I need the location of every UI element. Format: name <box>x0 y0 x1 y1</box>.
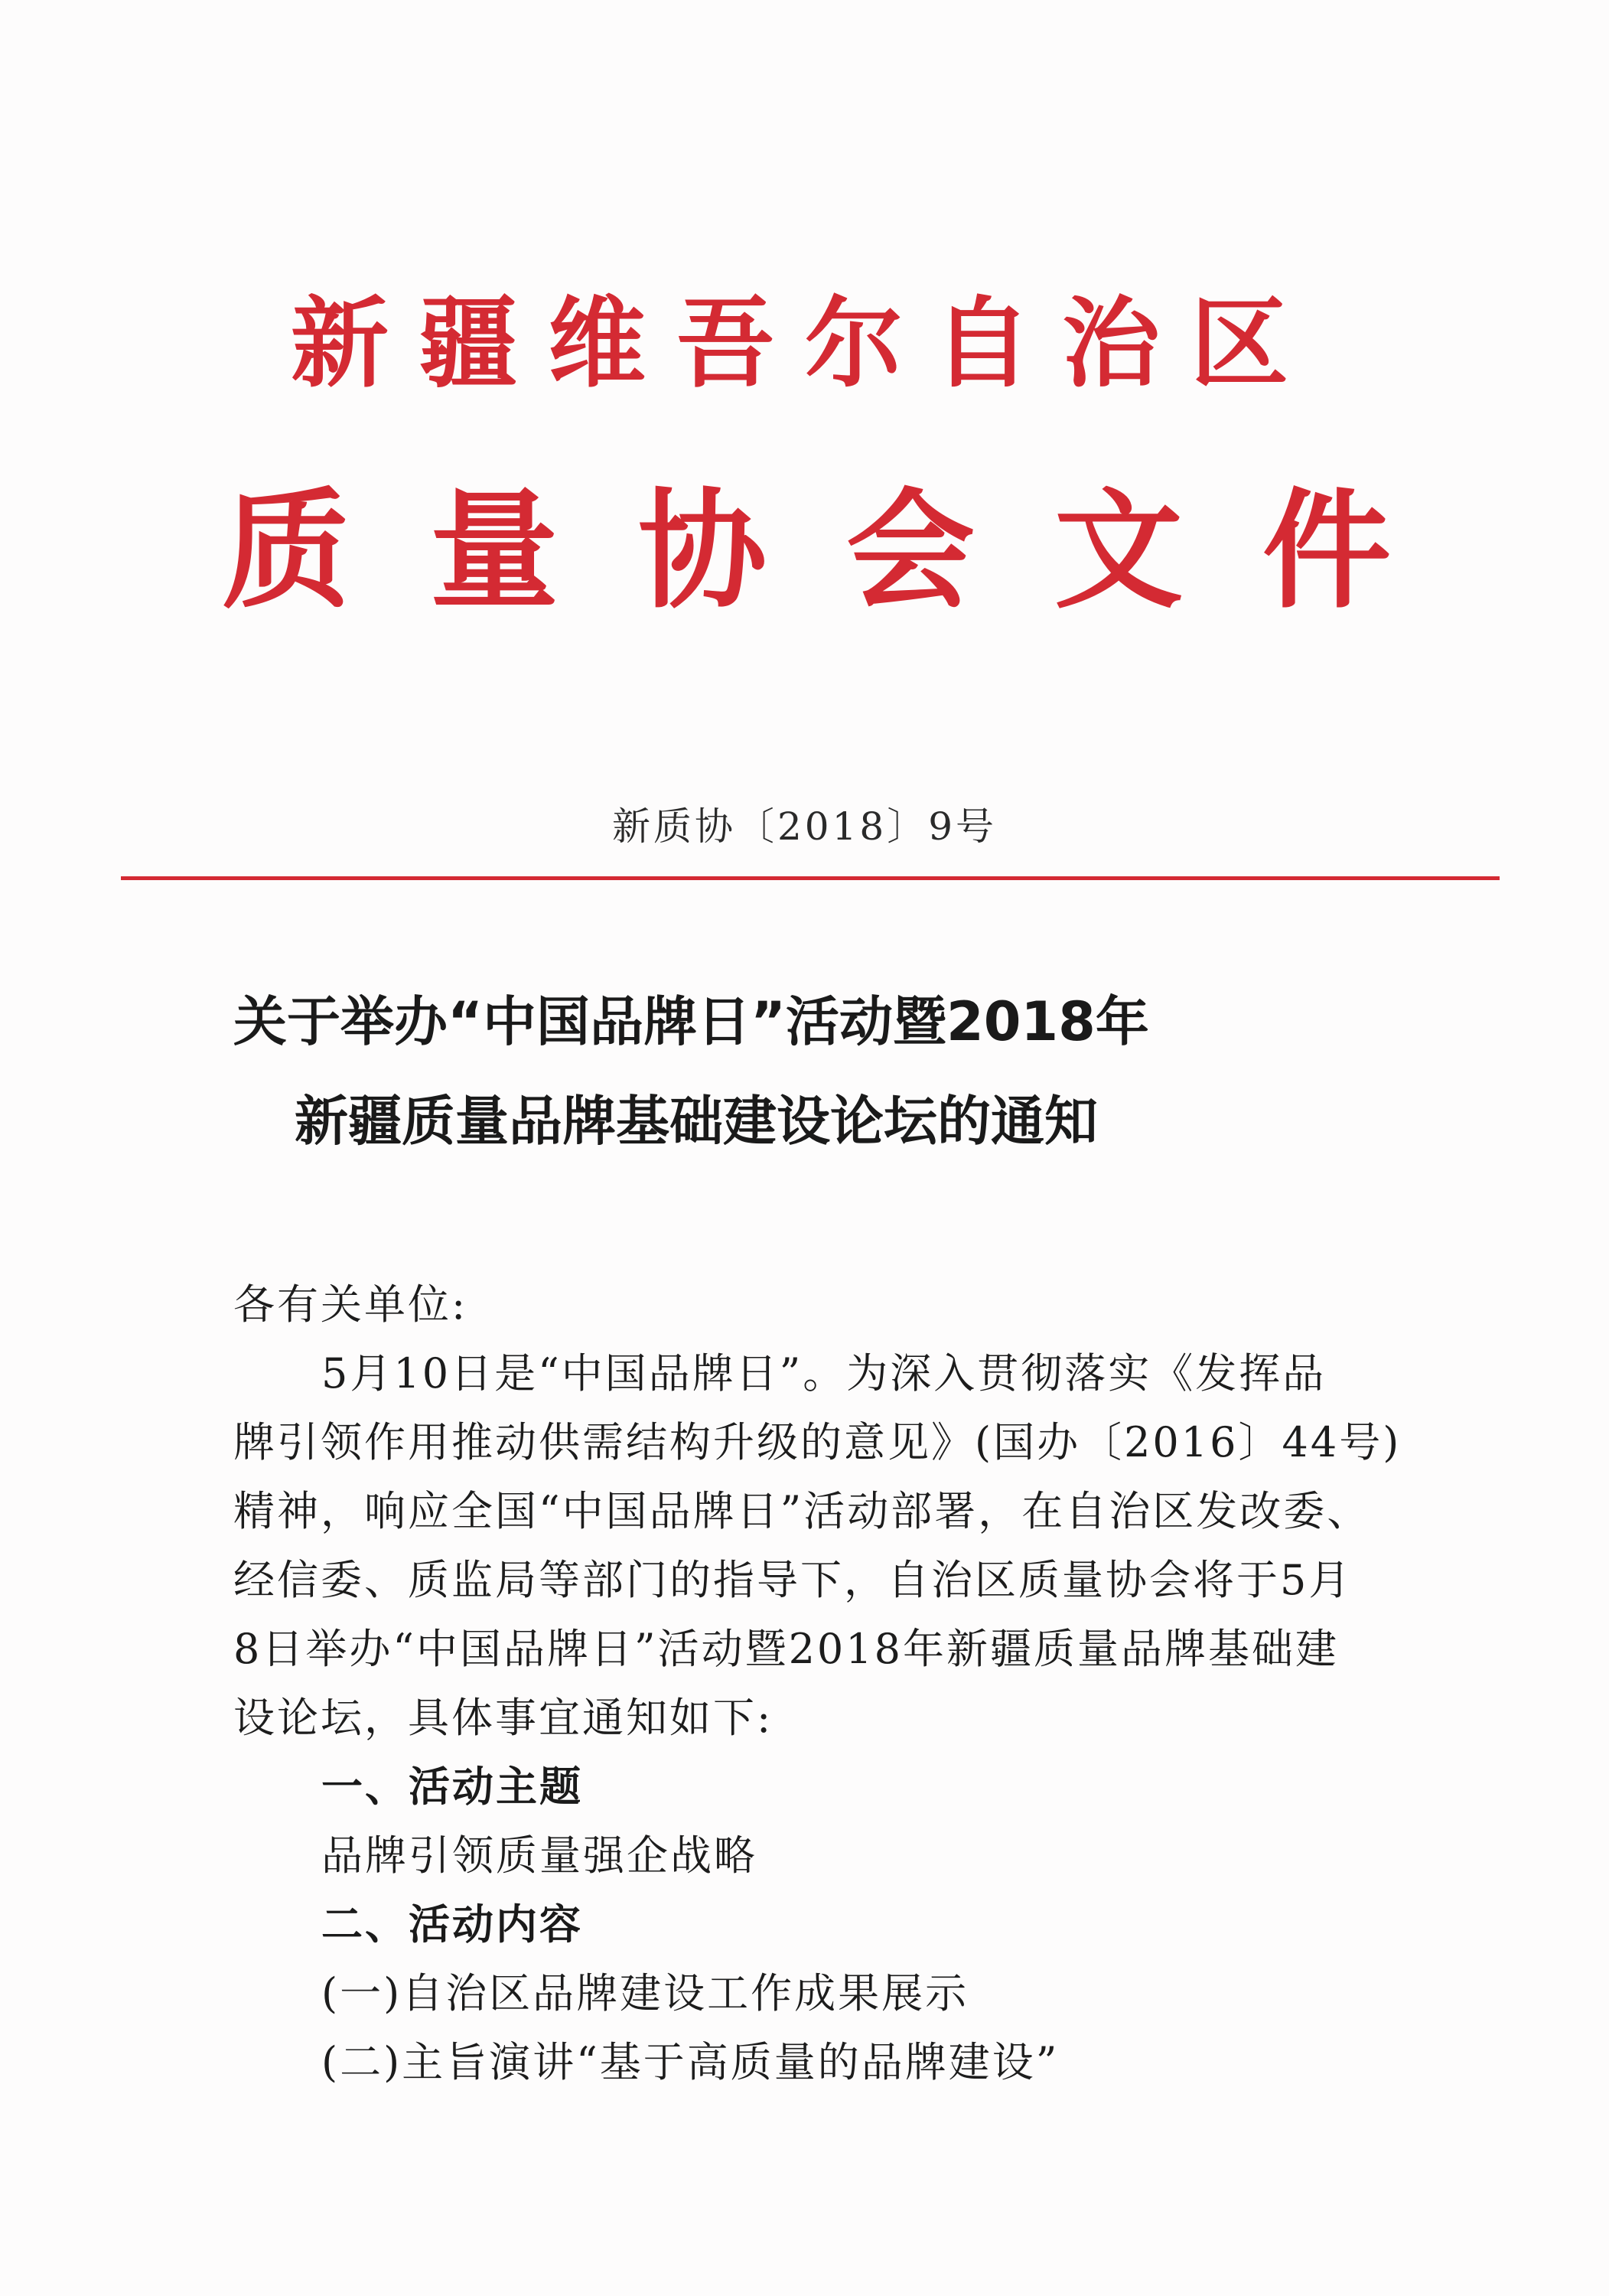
paragraph-line: 牌引领作用推动供需结构升级的意见》(国办〔2016〕44号) <box>233 1418 1402 1466</box>
section-heading-theme: 一、活动主题 <box>321 1763 583 1811</box>
paragraph-line: 5月10日是“中国品牌日”。为深入贯彻落实《发挥品 <box>321 1349 1327 1397</box>
section-heading-content: 二、活动内容 <box>321 1900 583 1949</box>
issuer-name-line2: 质量协会文件 <box>222 476 1471 626</box>
document-number: 新质协〔2018〕9号 <box>611 804 998 849</box>
paragraph-line: 8日举办“中国品牌日”活动暨2018年新疆质量品牌基础建 <box>233 1625 1339 1673</box>
document-title-line1: 关于举办“中国品牌日”活动暨2018年 <box>233 990 1149 1053</box>
red-divider-line <box>121 876 1500 880</box>
content-item: (一)自治区品牌建设工作成果展示 <box>321 1969 969 2017</box>
document-title-line2: 新疆质量品牌基础建设论坛的通知 <box>295 1090 1098 1153</box>
paragraph-line: 设论坛，具体事宜通知如下: <box>233 1694 774 1742</box>
section-text-theme: 品牌引领质量强企战略 <box>321 1831 757 1880</box>
salutation: 各有关单位: <box>233 1280 468 1329</box>
paragraph-line: 精神，响应全国“中国品牌日”活动部署，在自治区发改委、 <box>233 1487 1371 1535</box>
issuer-name-line1: 新疆维吾尔自治区 <box>291 287 1320 401</box>
content-item: (二)主旨演讲“基于高质量的品牌建设” <box>321 2038 1060 2086</box>
paragraph-line: 经信委、质监局等部门的指导下，自治区质量协会将于5月 <box>233 1556 1353 1604</box>
